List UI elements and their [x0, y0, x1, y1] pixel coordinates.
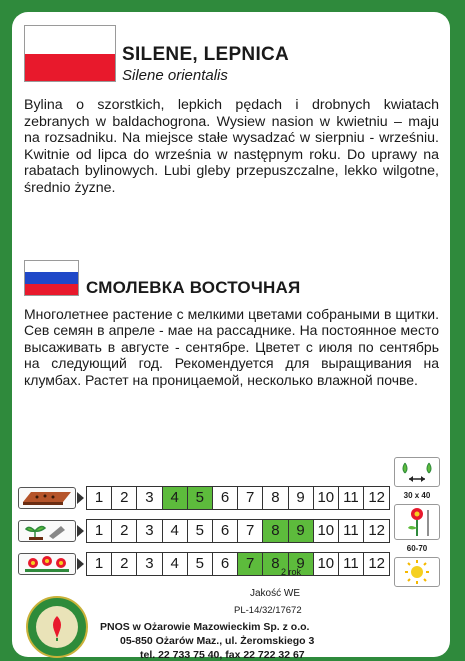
month-cell: 8: [263, 553, 288, 575]
month-cell: 4: [163, 520, 188, 542]
month-cell: 10: [314, 487, 339, 509]
month-cell: 5: [188, 520, 213, 542]
month-cell: 12: [364, 520, 389, 542]
month-cell: 4: [163, 487, 188, 509]
month-cell: 6: [213, 520, 238, 542]
height-label: 60-70: [406, 544, 428, 553]
certificate-number: PL-14/32/17672: [234, 605, 302, 616]
company-phone: tel. 22 733 75 40, fax 22 722 32 67: [140, 649, 305, 661]
month-cell: 10: [314, 520, 339, 542]
month-cell: 5: [188, 553, 213, 575]
month-strip: [86, 519, 390, 543]
month-cell: 1: [87, 553, 112, 575]
calendar-row-flowering: [18, 547, 390, 580]
polish-description: Bylina o szorstkich, lepkich pędach i drobnych kwiatach zebranych w baldachogrona. Wysiew nasion w kwietniu – maju na rozsadniku. Na miejsce stałe wysadzać w sierpniu - wrześniu. Kwitnie od lipca do września w następnym roku. Do uprawy na rabatach bylinowych. Lubi gleby przepuszczalne, lekko wilgotne, średnio żyzne.: [24, 97, 439, 196]
month-cell: 5: [188, 487, 213, 509]
arrow-icon: [76, 487, 86, 509]
russian-description: Многолетнее растение с мелкими цветами собраными в щитки. Сев семян в апреле - мае на рассаднике. На постоянное место высаживать в августе - сентябре. Цветет с июля по сентябрь на следующий год. Рекомендуется для выращивания на клумбах. Растет на проницаемой, несколько влажной почве.: [24, 306, 439, 388]
month-cell: 4: [163, 553, 188, 575]
month-cell: 9: [289, 487, 314, 509]
plant-height-icon: [394, 504, 440, 540]
month-cell: 7: [238, 487, 263, 509]
polish-flag-icon: [24, 25, 116, 82]
month-strip: [86, 552, 390, 576]
month-cell: 8: [263, 520, 288, 542]
calendar-row-transplant: [18, 514, 390, 547]
month-cell: 7: [238, 553, 263, 575]
month-cell: 3: [137, 487, 162, 509]
month-cell: 8: [263, 487, 288, 509]
month-cell: 11: [339, 553, 364, 575]
month-cell: 3: [137, 553, 162, 575]
month-cell: 11: [339, 520, 364, 542]
month-cell: 2: [112, 487, 137, 509]
seed-tray-icon: [18, 487, 76, 509]
month-cell: 6: [213, 487, 238, 509]
month-cell: 12: [364, 487, 389, 509]
calendar-row-sowing: [18, 481, 390, 514]
month-cell: 2: [112, 553, 137, 575]
month-cell: 11: [339, 487, 364, 509]
arrow-icon: [76, 553, 86, 575]
month-cell: 9: [289, 553, 314, 575]
company-address: 05-850 Ożarów Maz., ul. Żeromskiego 3: [120, 635, 315, 647]
growing-info-panel: [394, 457, 440, 591]
month-cell: 1: [87, 487, 112, 509]
russian-title: СМОЛЕВКА ВОСТОЧНАЯ: [86, 278, 301, 297]
month-cell: 3: [137, 520, 162, 542]
spacing-label: 30 x 40: [403, 491, 431, 500]
polish-title: SILENE, LEPNICA: [122, 44, 290, 65]
arrow-icon: [76, 520, 86, 542]
sun-icon: [394, 557, 440, 587]
month-cell: 10: [314, 553, 339, 575]
seedling-transplant-icon: [18, 520, 76, 542]
quality-mark: Jakość WE: [250, 588, 301, 599]
latin-name: Silene orientalis: [122, 67, 228, 84]
spacing-icon: [394, 457, 440, 487]
russian-flag-icon: [24, 260, 79, 296]
label-card: [12, 12, 450, 661]
month-cell: 7: [238, 520, 263, 542]
flowers-icon: [18, 553, 76, 575]
month-cell: 1: [87, 520, 112, 542]
sowing-calendar: [18, 481, 390, 580]
month-cell: 9: [289, 520, 314, 542]
company-name: PNOS w Ożarowie Mazowieckim Sp. z o.o.: [100, 621, 310, 633]
month-cell: 12: [364, 553, 389, 575]
pnos-logo-icon: [26, 596, 88, 658]
month-cell: 6: [213, 553, 238, 575]
month-strip: [86, 486, 390, 510]
month-cell: 2: [112, 520, 137, 542]
second-year-note: 2 rok: [281, 567, 302, 577]
